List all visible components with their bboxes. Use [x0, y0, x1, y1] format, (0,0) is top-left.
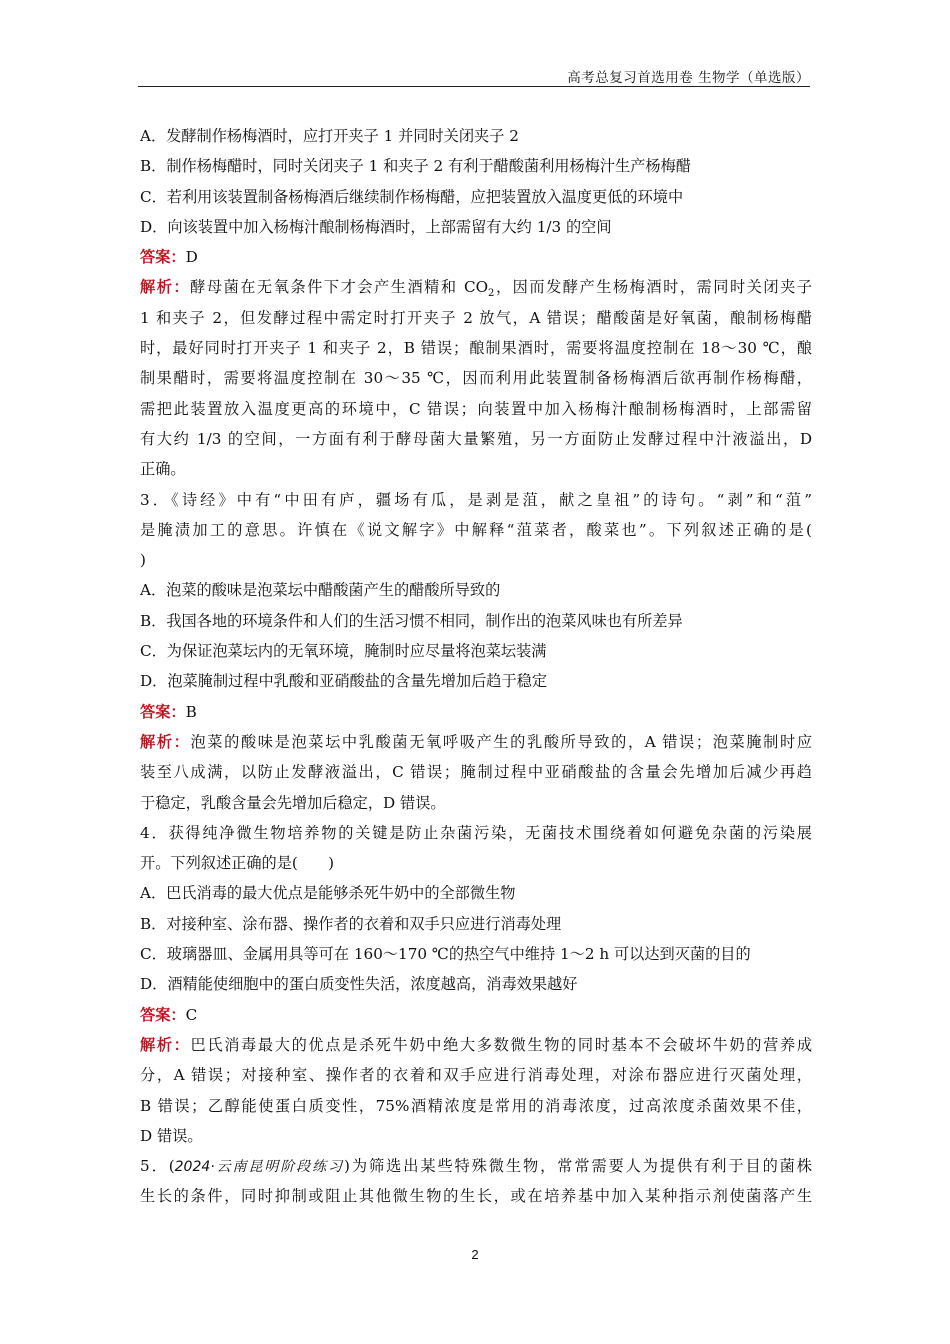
- q3-option-c: C．为保证泡菜坛内的无氧环境，腌制时应尽量将泡菜坛装满: [140, 642, 547, 661]
- q3-analysis-line: 解析：泡菜的酸味是泡菜坛中乳酸菌无氧呼吸产生的乳酸所导致的，A 错误；泡菜腌制时应: [140, 732, 812, 751]
- running-header: 高考总复习首选用卷 生物学（单选版）: [567, 70, 810, 86]
- q3-analysis-line: 装至八成满，以防止发酵液溢出，C 错误；腌制过程中亚硝酸盐的含量会先增加后减少再趋: [140, 763, 812, 782]
- q3-option-d: D．泡菜腌制过程中乳酸和亚硝酸盐的含量先增加后趋于稳定: [140, 672, 548, 691]
- q3-analysis-line: 于稳定，乳酸含量会先增加后稳定，D 错误。: [140, 793, 446, 812]
- q5-stem: 生长的条件，同时抑制或阻止其他微生物的生长，或在培养基中加入某种指示剂使菌落产生: [140, 1187, 812, 1206]
- q2-analysis-line: 有大约 1/3 的空间，一方面有利于酵母菌大量繁殖，另一方面防止发酵过程中汁液溢出，D: [140, 429, 812, 448]
- q2-option-c: C．若利用该装置制备杨梅酒后继续制作杨梅醋，应把装置放入温度更低的环境中: [140, 187, 684, 206]
- q4-stem: 开。下列叙述正确的是( ): [140, 854, 335, 873]
- q4-analysis-line: 分，A 错误；对接种室、操作者的衣着和双手应进行消毒处理，对涂布器应进行灭菌处理，: [140, 1066, 812, 1085]
- q3-stem: ): [140, 551, 146, 570]
- analysis-label: 解析：: [140, 732, 191, 751]
- q2-answer: [140, 242, 812, 272]
- q4-answer: [140, 1000, 812, 1030]
- q4-answer-value: C: [185, 1005, 198, 1024]
- q5-source: 2024·云南昆明阶段练习: [174, 1159, 345, 1176]
- q2-analysis-line: 1 和夹子 2，但发酵过程中需定时打开夹子 2 放气，A 错误；醋酸菌是好氧菌，酿制杨梅醋: [140, 308, 812, 327]
- q4-analysis-line: 解析：巴氏消毒最大的优点是杀死牛奶中绝大多数微生物的同时基本不会破坏牛奶的营养成: [140, 1035, 812, 1054]
- page-number: 2: [471, 1247, 479, 1262]
- page-content: [140, 121, 812, 1212]
- q4-option-d: D．酒精能使细胞中的蛋白质变性失活，浓度越高，消毒效果越好: [140, 975, 578, 994]
- q2-analysis-line: 解析：酵母菌在无氧条件下才会产生酒精和 $CO_2$，因而发酵产生杨梅酒时，需同时关闭夹子: [140, 278, 812, 300]
- q2-analysis-line: 需把此装置放入温度更高的环境中，C 错误；向装置中加入杨梅汁酿制杨梅酒时，上部需留: [140, 399, 812, 418]
- q4-option-b: B．对接种室、涂布器、操作者的衣着和双手只应进行消毒处理: [140, 914, 562, 933]
- analysis-label: 解析：: [140, 1035, 191, 1054]
- q4-analysis-line: B 错误；乙醇能使蛋白质变性，75%酒精浓度是常用的消毒浓度，过高浓度杀菌效果不佳，: [140, 1096, 812, 1115]
- q2-answer-value: D: [185, 248, 198, 267]
- answer-label: 答案：: [140, 248, 186, 267]
- q2-option-d: D．向该装置中加入杨梅汁酿制杨梅酒时，上部需留有大约 1/3 的空间: [140, 217, 612, 236]
- q5-stem: 5．(2024·云南昆明阶段练习)为筛选出某些特殊微生物，常常需要人为提供有利于目的菌株: [140, 1157, 812, 1176]
- q3-option-b: B．我国各地的环境条件和人们的生活习惯不相同，制作出的泡菜风味也有所差异: [140, 611, 683, 630]
- answer-label: 答案：: [140, 702, 186, 721]
- analysis-label: 解析：: [140, 278, 191, 297]
- q3-option-a: A．泡菜的酸味是泡菜坛中醋酸菌产生的醋酸所导致的: [140, 581, 501, 600]
- q4-option-c: C．玻璃器皿、金属用具等可在 160～170 ℃的热空气中维持 1～2 h 可以达到灭菌的目的: [140, 945, 751, 964]
- q3-answer-value: B: [185, 702, 197, 721]
- header-rule: [138, 86, 810, 87]
- q2-analysis-line: 时，最好同时打开夹子 1 和夹子 2，B 错误；酿制果酒时，需要将温度控制在 18～30 ℃，酿: [140, 339, 812, 358]
- q2-option-b: B．制作杨梅醋时，同时关闭夹子 1 和夹子 2 有利于醋酸菌利用杨梅汁生产杨梅醋: [140, 157, 691, 176]
- q2-analysis-line: 正确。: [140, 460, 186, 479]
- q3-answer: [140, 697, 812, 727]
- q4-analysis-line: D 错误。: [140, 1126, 203, 1145]
- q3-stem: 3．《诗经》中有“中田有庐，疆场有瓜，是剥是菹，献之皇祖”的诗句。“剥”和“菹”: [140, 490, 812, 509]
- q2-option-a: A．发酵制作杨梅酒时，应打开夹子 1 并同时关闭夹子 2: [140, 127, 519, 145]
- answer-label: 答案：: [140, 1005, 186, 1024]
- q4-option-a: A．巴氏消毒的最大优点是能够杀死牛奶中的全部微生物: [140, 884, 516, 903]
- q3-stem: 是腌渍加工的意思。许慎在《说文解字》中解释“菹菜者，酸菜也”。下列叙述正确的是(: [140, 520, 812, 539]
- q4-stem: 4．获得纯净微生物培养物的关键是防止杂菌污染，无菌技术围绕着如何避免杂菌的污染展: [140, 823, 812, 842]
- q2-analysis-line: 制果醋时，需要将温度控制在 30～35 ℃，因而利用此装置制备杨梅酒后欲再制作杨梅醋，: [140, 369, 812, 388]
